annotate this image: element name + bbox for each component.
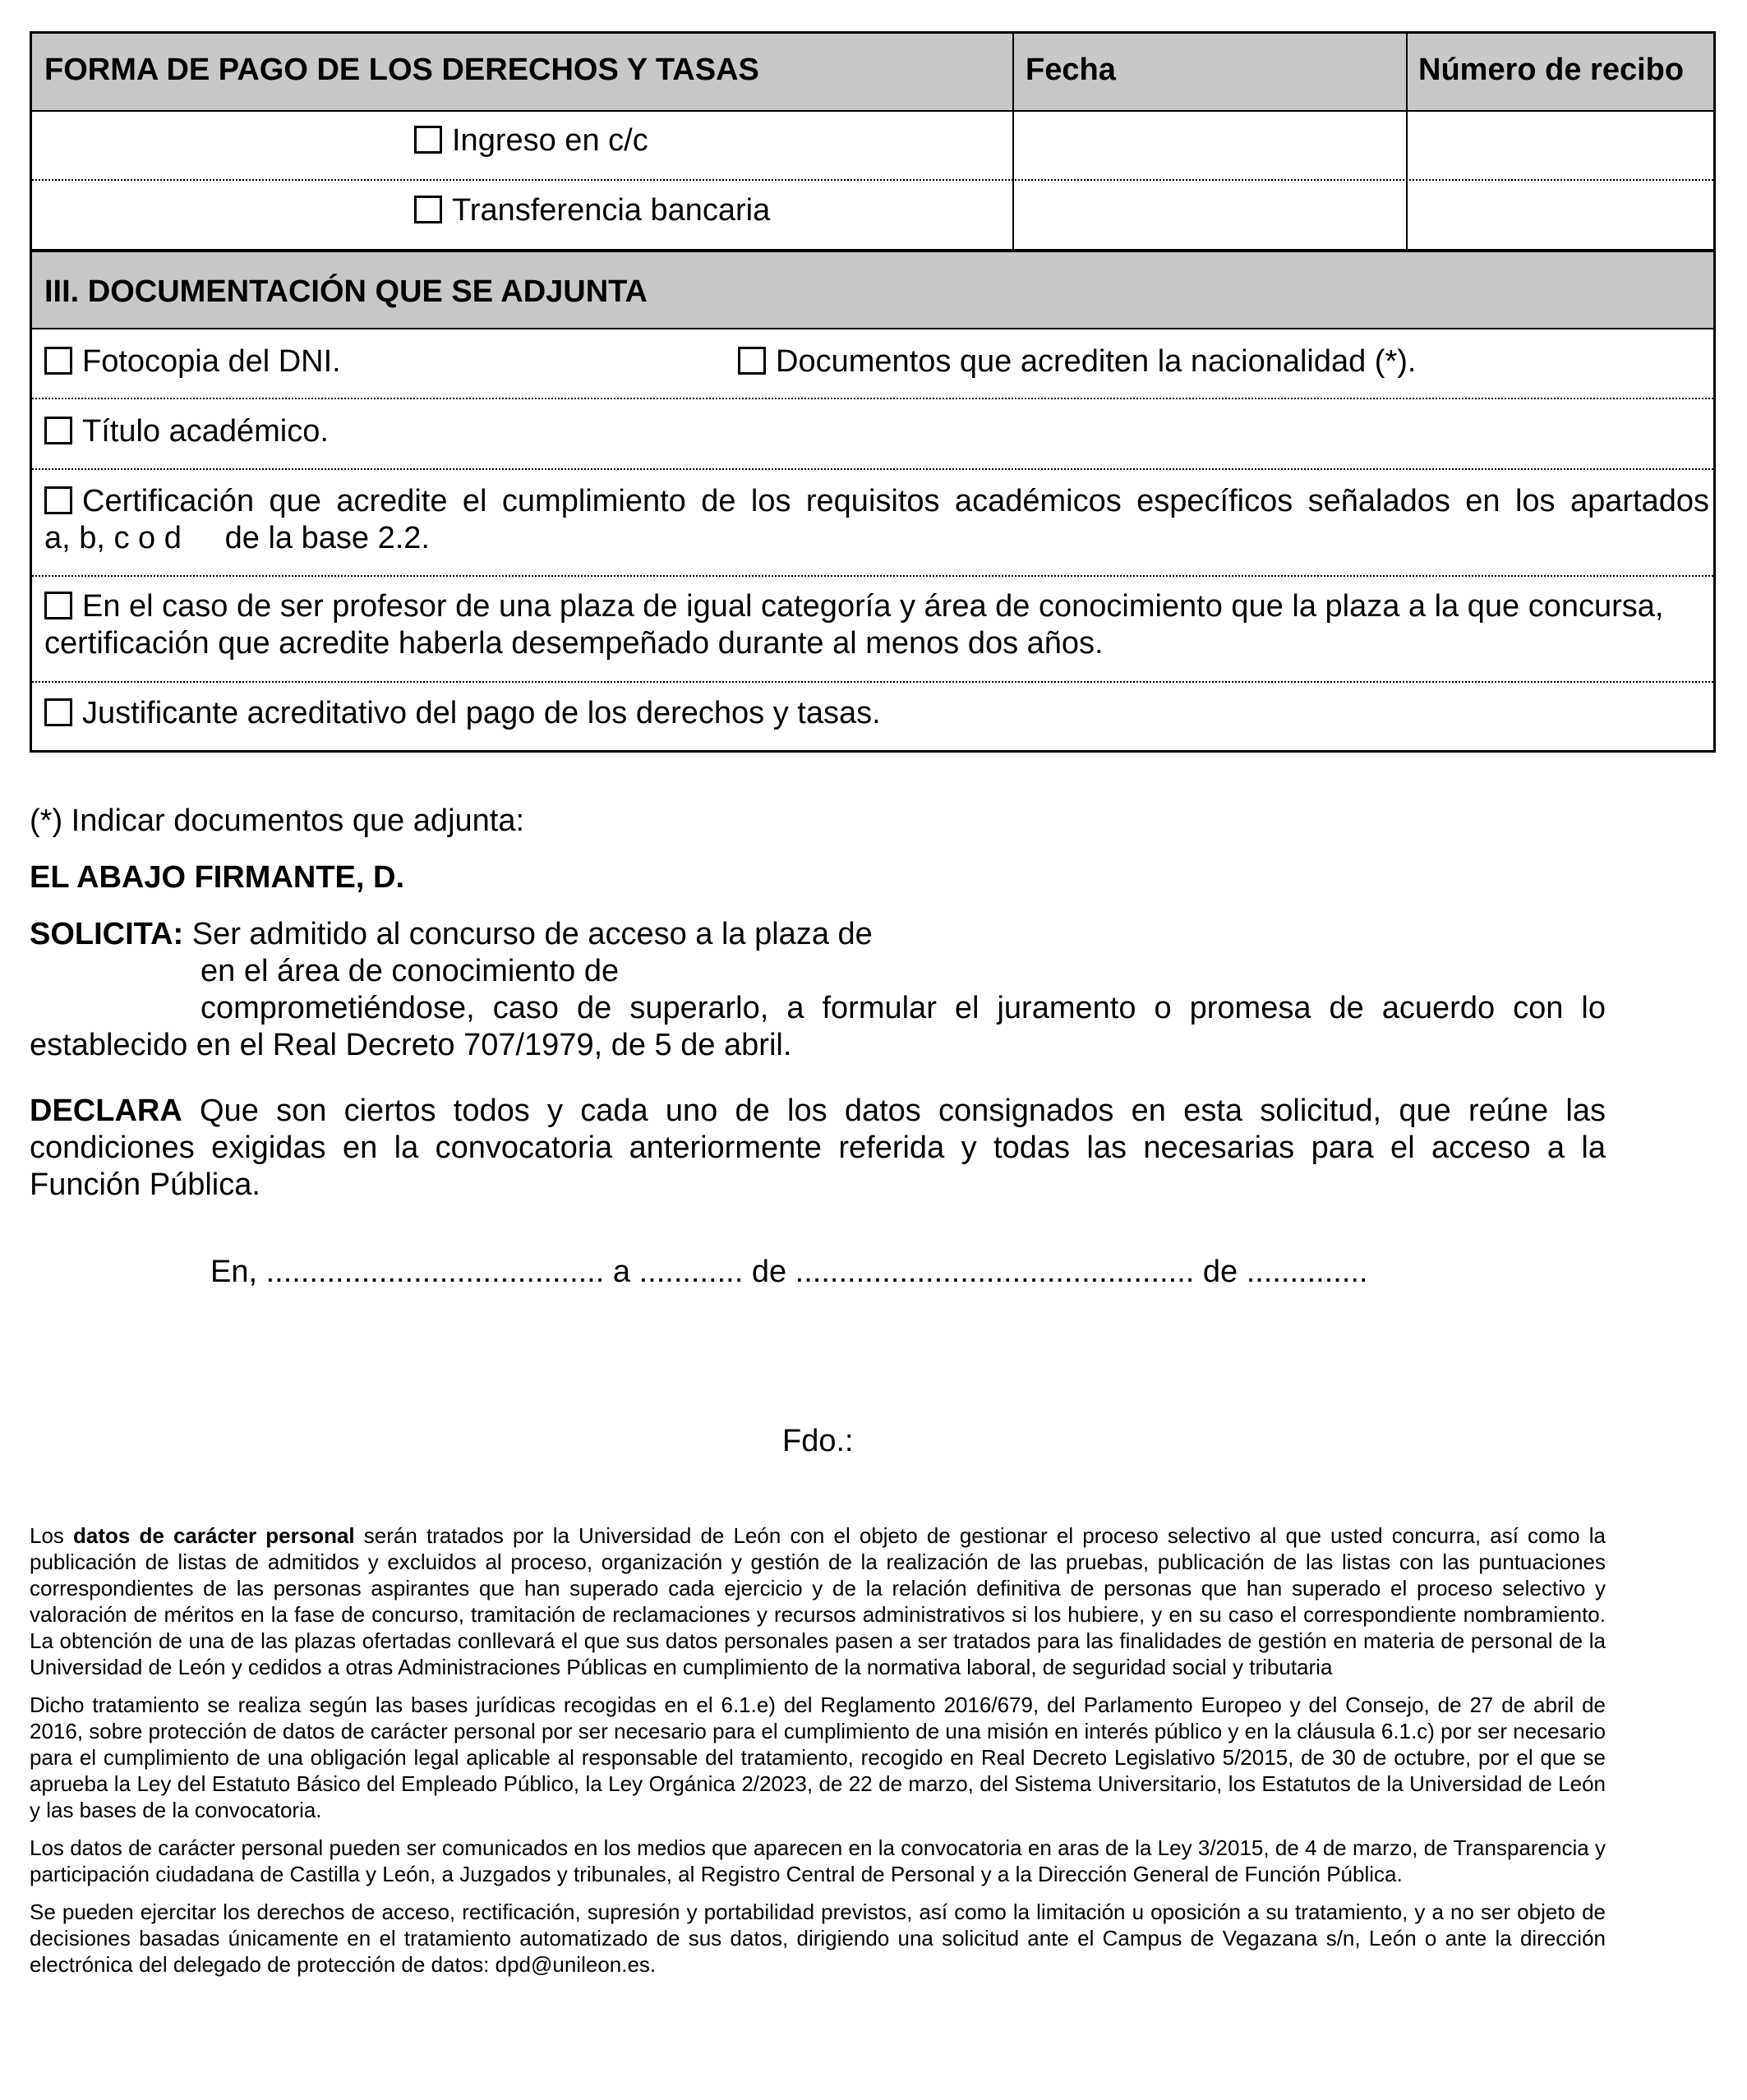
doc-item-nacionalidad xyxy=(738,344,1416,380)
nacionalidad-checkbox[interactable] xyxy=(738,347,766,375)
doc-item-profesor xyxy=(44,588,1709,662)
row-separator xyxy=(32,468,1713,470)
recibo-field-ingreso[interactable] xyxy=(1409,112,1713,177)
certificacion-label-line1: Certificación que acredite el cumplimiento de los requisitos académicos específicos señalados en los apartados xyxy=(82,484,1709,518)
recibo-field-transferencia[interactable] xyxy=(1409,182,1713,249)
solicita-block xyxy=(30,916,1606,1064)
row-separator xyxy=(32,398,1713,399)
privacy-paragraph-2: Dicho tratamiento se realiza según las bases jurídicas recogidas en el 6.1.e) del Reglamento 2016/679, del Parlamento Europeo y del Consejo, de 27 de abril de 2016, sobre protección de datos de carácter personal por ser necesario para el cumplimiento de una misión en interés público y en la cláusula 6.1.c) por ser necesario para el cumplimiento de una obligación legal aplicable al responsable del tratamiento, recogido en Real Decreto Legislativo 5/2015, de 30 de octubre, por el que se aprueba la Ley del Estatuto Básico del Empleado Público, la Ley Orgánica 2/2023, de 22 de marzo, del Sistema Universitario, los Estatutos de la Universidad de León y las bases de la convocatoria. xyxy=(30,1692,1606,1822)
solicita-line4: establecido en el Real Decreto 707/1979, de 5 de abril. xyxy=(30,1028,792,1062)
privacy-p1-bold: datos de carácter personal xyxy=(73,1523,355,1548)
solicita-label: SOLICITA: xyxy=(30,917,184,951)
profesor-label-line1: En el caso de ser profesor de una plaza de igual categoría y área de conocimiento que la plaza a la que concursa, xyxy=(82,589,1664,624)
row-separator xyxy=(32,179,1713,181)
payment-option-transferencia xyxy=(414,193,770,228)
solicita-line2: en el área de conocimiento de xyxy=(201,954,620,988)
dni-label: Fotocopia del DNI. xyxy=(82,344,341,379)
privacy-paragraph-4: Se pueden ejercitar los derechos de acceso, rectificación, supresión y portabilidad previstos, así como la limitación u oposición a su tratamiento, y a no ser objeto de decisiones basadas únicamente en el tratamiento automatizado de sus datos, dirigiendo una solicitud ante el Campus de Vegazana s/n, León o ante la dirección electrónica del delegado de protección de datos: dpd@unileon.es. xyxy=(30,1900,1606,1977)
header-date: Fecha xyxy=(1026,53,1116,87)
doc-item-dni xyxy=(44,344,341,380)
declara-label: DECLARA xyxy=(30,1094,182,1128)
declara-block xyxy=(30,1093,1606,1204)
titulo-checkbox[interactable] xyxy=(44,417,72,444)
nacionalidad-label: Documentos que acrediten la nacionalidad (*). xyxy=(776,344,1417,379)
documentation-title: III. DOCUMENTACIÓN QUE SE ADJUNTA xyxy=(44,274,648,309)
solicita-line1: Ser admitido al concurso de acceso a la plaza de xyxy=(191,917,873,951)
declara-line1: Que son ciertos todos y cada uno de los datos consignados en esta solicitud, que reúne las xyxy=(200,1094,1606,1128)
row-separator xyxy=(32,575,1713,577)
ingreso-label: Ingreso en c/c xyxy=(452,123,648,158)
payment-option-ingreso xyxy=(414,123,648,159)
header-receipt-number: Número de recibo xyxy=(1418,53,1685,87)
documents-note: (*) Indicar documentos que adjunta: xyxy=(30,804,525,838)
doc-item-justificante xyxy=(44,696,881,731)
fecha-field-transferencia[interactable] xyxy=(1016,182,1404,249)
declara-line2: condiciones exigidas en la convocatoria anteriormente referida y todas las necesarias para el acceso a la xyxy=(30,1131,1606,1165)
privacy-paragraph-1 xyxy=(30,1522,1606,1680)
transferencia-label: Transferencia bancaria xyxy=(452,193,771,228)
firmante-heading: EL ABAJO FIRMANTE, D. xyxy=(30,860,405,895)
declara-line3: Función Pública. xyxy=(30,1167,260,1202)
titulo-label: Título académico. xyxy=(82,414,329,449)
solicita-line3: comprometiéndose, caso de superarlo, a formular el juramento o promesa de acuerdo con lo xyxy=(201,991,1606,1025)
doc-item-certificacion xyxy=(44,483,1709,557)
table-divider xyxy=(1406,31,1408,251)
header-payment-method: FORMA DE PAGO DE LOS DERECHOS Y TASAS xyxy=(44,53,759,87)
fecha-field-ingreso[interactable] xyxy=(1016,112,1404,177)
table-divider xyxy=(1012,31,1014,251)
privacy-notice xyxy=(30,1522,1606,1978)
row-separator xyxy=(32,681,1713,683)
profesor-checkbox[interactable] xyxy=(44,592,72,619)
signature-label: Fdo.: xyxy=(782,1424,854,1458)
profesor-label-line2: certificación que acredite haberla desempeñado durante al menos dos años. xyxy=(44,626,1104,661)
privacy-p1-prefix: Los xyxy=(30,1523,64,1548)
transferencia-checkbox[interactable] xyxy=(414,196,442,223)
privacy-p1-text: serán tratados por la Universidad de León con el objeto de gestionar el proceso selectivo al que usted concurra, así como la publicación de listas de admitidos y excluidos al proceso, organización y gestión de la realización de las pruebas, publicación de las listas con las puntuaciones correspondientes de las personas aspirantes que han superado cada ejercicio y de la relación definitiva de personas que han superado el proceso selectivo y valoración de méritos en la fase de concurso, tramitación de reclamaciones y recursos administrativos si los hubiere, y en su caso el correspondiente nombramiento. La obtención de una de las plazas ofertadas conllevará el que sus datos personales pasen a ser tratados para las finalidades de gestión en materia de personal de la Universidad de León y cedidos a otras Administraciones Públicas en cumplimiento de la normativa laboral, de seguridad social y tributaria xyxy=(30,1523,1606,1679)
dni-checkbox[interactable] xyxy=(44,347,72,375)
justificante-checkbox[interactable] xyxy=(44,698,72,726)
date-line[interactable]: En, ....................................... a ............ de .............................................. de .............. xyxy=(210,1255,1368,1289)
certificacion-label-line2: a, b, c o d de la base 2.2. xyxy=(44,521,430,555)
doc-item-titulo xyxy=(44,414,329,449)
privacy-paragraph-3: Los datos de carácter personal pueden ser comunicados en los medios que aparecen en la convocatoria en aras de la Ley 3/2015, de 4 de marzo, de Transparencia y participación ciudadana de Castilla y León, a Juzgados y tribunales, al Registro Central de Personal y a la Dirección General de Función Pública. xyxy=(30,1835,1606,1886)
ingreso-checkbox[interactable] xyxy=(414,126,442,154)
certificacion-checkbox[interactable] xyxy=(44,486,72,514)
justificante-label: Justificante acreditativo del pago de los derechos y tasas. xyxy=(82,696,881,730)
